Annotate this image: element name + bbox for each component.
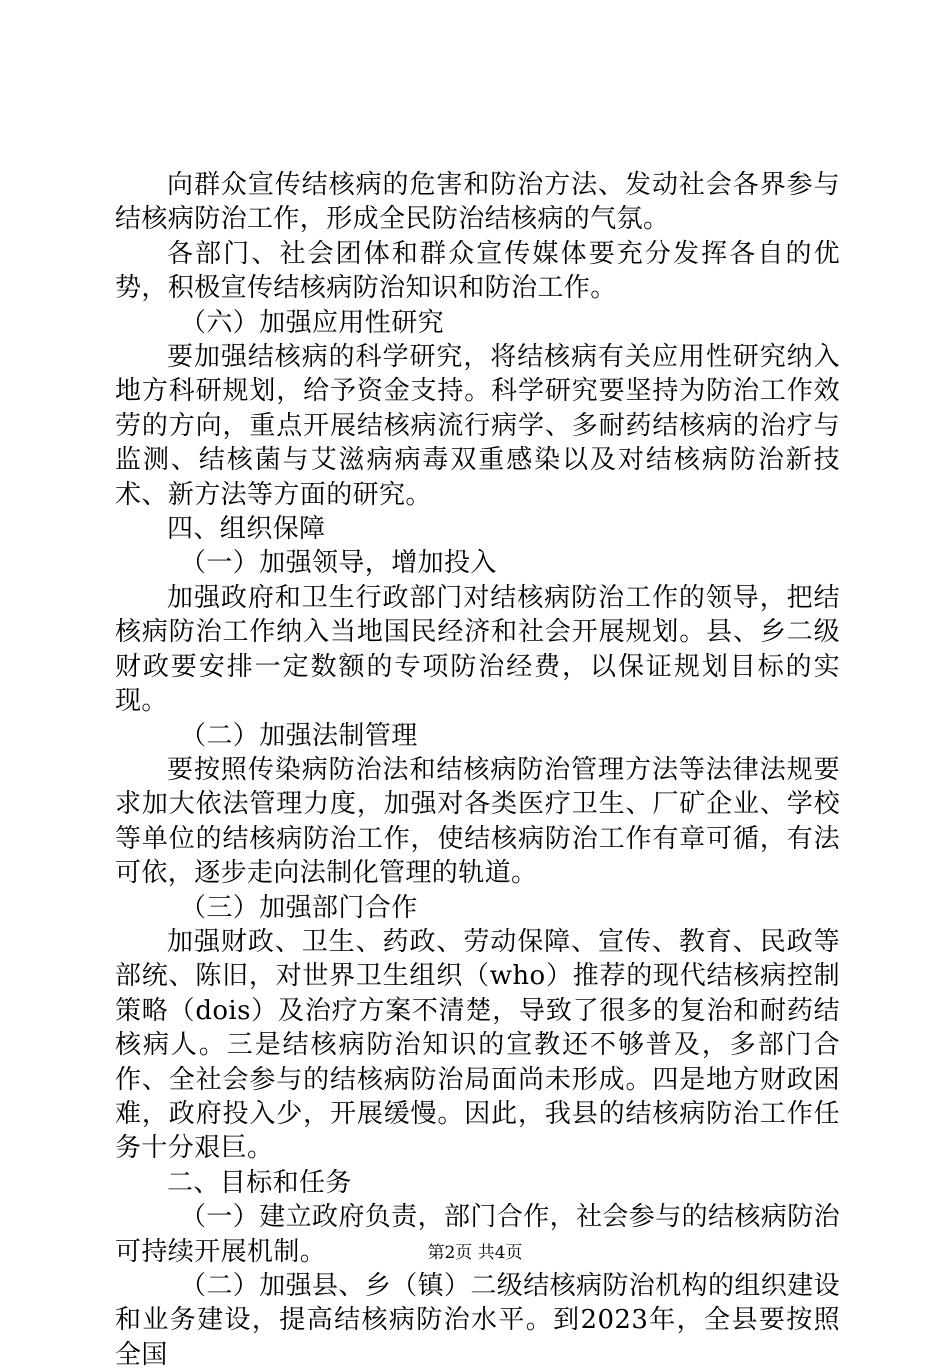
paragraph-goal-two: （二）加强县、乡（镇）二级结核病防治机构的组织建设和业务建设，提高结核病防治水平。到2023年，全县要按照全国 — [115, 1271, 841, 1370]
paragraph-research: 要加强结核病的科学研究，将结核病有关应用性研究纳入地方科研规划，给予资金支持。科学研究要坚持为防治工作效劳的方向，重点开展结核病流行病学、多耐药结核病的治疗与监测、结核菌与艾滋病病毒双重感染以及对结核病防治新技术、新方法等方面的研究。 — [115, 342, 840, 510]
heading-cooperation: （三）加强部门合作 — [180, 892, 418, 923]
paragraph-leadership: 加强政府和卫生行政部门对结核病防治工作的领导，把结核病防治工作纳入当地国民经济和社会开展规划。县、乡二级财政要安排一定数额的专项防治经费，以保证规划目标的实现。 — [115, 582, 840, 717]
paragraph-publicity: 向群众宣传结核病的危害和防治方法、发动社会各界参与结核病防治工作，形成全民防治结核病的气氛。 — [115, 170, 840, 235]
heading-organization: 四、组织保障 — [167, 514, 326, 545]
document-body — [115, 168, 840, 1372]
heading-legal: （二）加强法制管理 — [180, 720, 418, 751]
paragraph-cooperation: 加强财政、卫生、药政、劳动保障、宣传、教育、民政等部统、陈旧，对世界卫生组织（who）推荐的现代结核病控制策略（dois）及治疗方案不清楚，导致了很多的复治和耐药结核病人。三是结核病防治知识的宣教还不够普及，多部门合作、全社会参与的结核病防治局面尚未形成。四是地方财政困难，政府投入少，开展缓慢。因此，我县的结核病防治工作任务十分艰巨。 — [115, 926, 840, 1164]
paragraph-departments: 各部门、社会团体和群众宣传媒体要充分发挥各自的优势，积极宣传结核病防治知识和防治工作。 — [115, 238, 840, 304]
heading-goals: 二、目标和任务 — [167, 1167, 352, 1198]
heading-leadership: （一）加强领导，增加投入 — [180, 548, 497, 579]
page-number-footer: 第2页 共4页 — [427, 1243, 523, 1263]
heading-applied-research: （六）加强应用性研究 — [180, 307, 445, 338]
paragraph-legal: 要按照传染病防治法和结核病防治管理方法等法律法规要求加大依法管理力度，加强对各类医疗卫生、厂矿企业、学校等单位的结核病防治工作，使结核病防治工作有章可循，有法可依，逐步走向法制化管理的轨道。 — [115, 754, 840, 889]
paragraph-goal-one: （一）建立政府负责，部门合作，社会参与的结核病防治可持续开展机制。 — [115, 1202, 841, 1267]
